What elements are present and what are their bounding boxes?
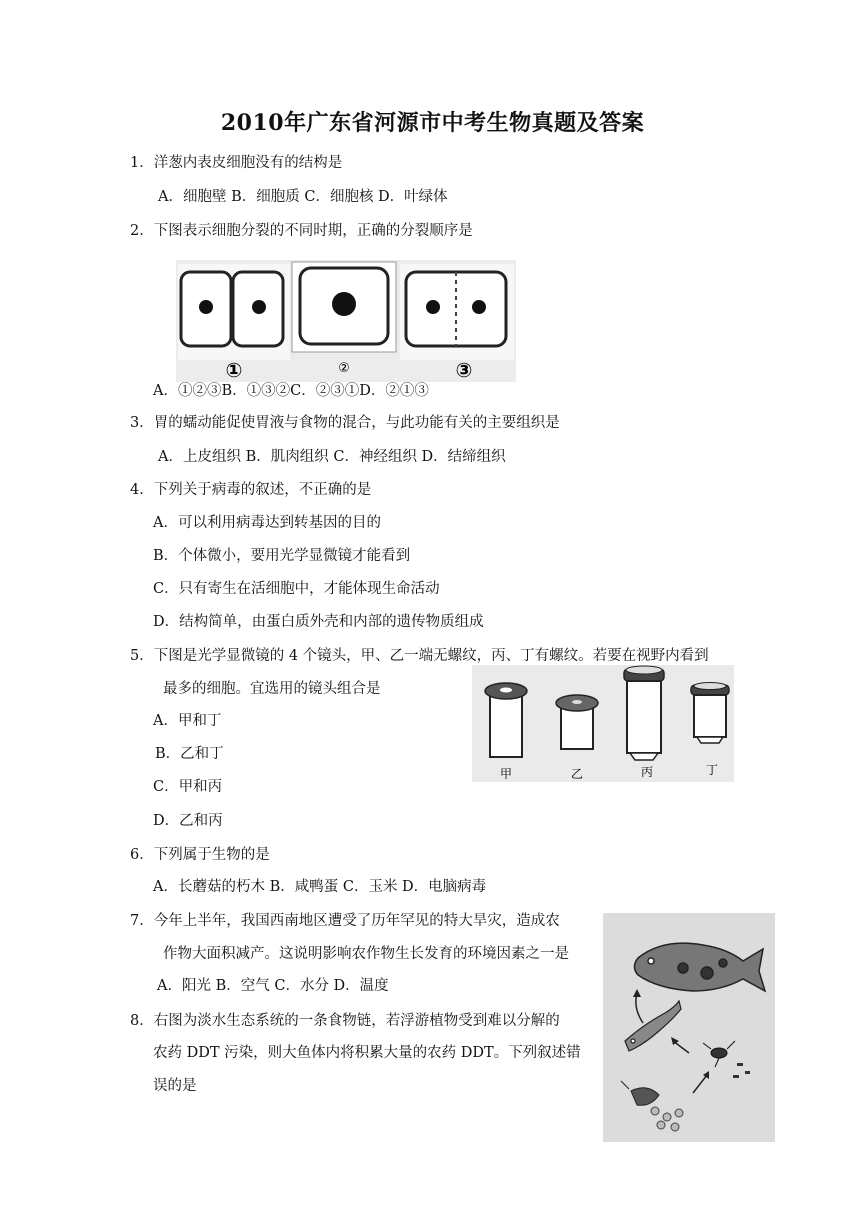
question-5-option-c: C．甲和丙 [153, 779, 223, 795]
lens-label-bing: 丙 [640, 765, 654, 779]
figure-label-3: ③ [455, 358, 473, 382]
lens-diagram [472, 665, 734, 782]
page-title: 2010年广东省河源市中考生物真题及答案 [220, 110, 645, 136]
question-5-option-d: D．乙和丙 [153, 813, 223, 829]
question-6-options: A．长蘑菇的朽木 B．咸鸭蛋 C．玉米 D．电脑病毒 [153, 879, 487, 895]
question-3-options: A．上皮组织 B．肌肉组织 C．神经组织 D．结缔组织 [158, 449, 506, 465]
question-5-option-b: B．乙和丁 [155, 746, 224, 762]
question-8-stem-line-1: 8．右图为淡水生态系统的一条食物链，若浮游植物受到难以分解的 [130, 1013, 560, 1029]
question-8-stem-line-3: 误的是 [153, 1078, 197, 1094]
question-4-stem: 4．下列关于病毒的叙述，不正确的是 [130, 482, 372, 498]
question-5-stem-line-1: 5．下图是光学显微镜的 4 个镜头，甲、乙一端无螺纹，丙、丁有螺纹。若要在视野内看到 [130, 648, 709, 664]
question-7-options: A．阳光 B．空气 C．水分 D．温度 [157, 978, 389, 994]
question-4-option-d: D．结构简单，由蛋白质外壳和内部的遗传物质组成 [153, 614, 484, 630]
question-2-options: A．①②③B．①③②C．②③①D．②①③ [153, 383, 429, 399]
question-7-stem-line-1: 7．今年上半年，我国西南地区遭受了历年罕见的特大旱灾，造成农 [130, 913, 560, 929]
lens-jia [485, 683, 527, 757]
lens-yi [556, 695, 598, 749]
question-8-stem-line-2: 农药 DDT 污染，则大鱼体内将积累大量的农药 DDT。下列叙述错 [153, 1045, 581, 1061]
question-7-stem-line-2: 作物大面积减产。这说明影响农作物生长发育的环境因素之一是 [163, 946, 569, 962]
figure-label-1: ① [225, 358, 243, 382]
food-chain-figure [603, 913, 775, 1142]
cell-division-diagram [176, 260, 516, 382]
cell-panel-2 [292, 262, 396, 352]
microscope-lens-figure [472, 665, 734, 782]
cell-panel-1 [178, 264, 290, 360]
lens-bing [624, 666, 664, 760]
question-5-option-a: A．甲和丁 [153, 713, 222, 729]
question-4-option-b: B．个体微小，要用光学显微镜才能看到 [153, 548, 411, 564]
question-4-option-a: A．可以利用病毒达到转基因的目的 [153, 515, 381, 531]
question-4-option-c: C．只有寄生在活细胞中，才能体现生命活动 [153, 581, 440, 597]
question-3-stem: 3．胃的蠕动能促使胃液与食物的混合，与此功能有关的主要组织是 [130, 415, 560, 431]
lens-ding [691, 683, 729, 744]
lens-label-jia: 甲 [499, 767, 513, 781]
question-1-options: A．细胞壁 B．细胞质 C．细胞核 D．叶绿体 [158, 189, 448, 205]
food-chain-image [603, 913, 775, 1142]
question-5-stem-line-2: 最多的细胞。宜选用的镜头组合是 [163, 681, 381, 697]
question-2-stem: 2．下图表示细胞分裂的不同时期，正确的分裂顺序是 [130, 223, 473, 239]
question-6-stem: 6．下列属于生物的是 [130, 847, 270, 863]
cell-panel-3 [400, 264, 514, 360]
cell-division-figure [176, 260, 516, 382]
lens-label-ding: 丁 [705, 763, 719, 777]
question-1-stem: 1．洋葱内表皮细胞没有的结构是 [130, 155, 343, 171]
figure-label-2: ② [338, 361, 350, 376]
lens-label-yi: 乙 [570, 767, 584, 781]
